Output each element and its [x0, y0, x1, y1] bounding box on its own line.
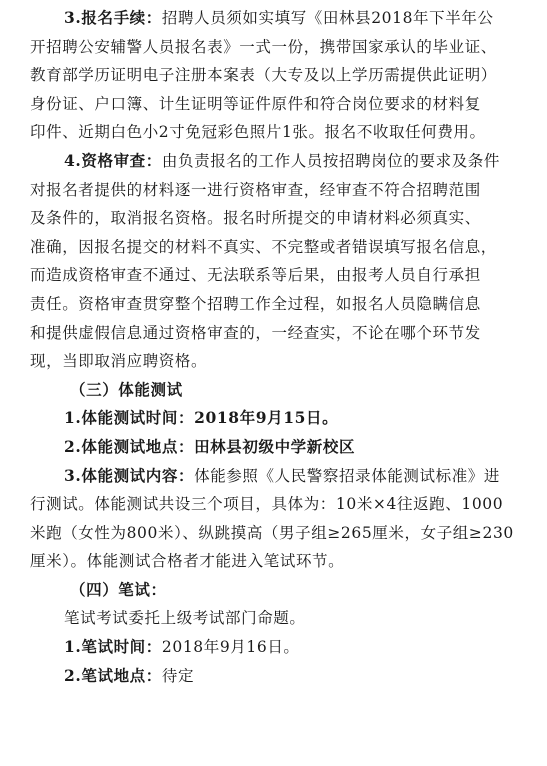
doc-line-heading: （三）体能测试	[70, 379, 183, 399]
doc-line	[30, 319, 527, 348]
doc-line	[30, 347, 527, 376]
doc-line-heading: 2.体能测试地点：田林县初级中学新校区	[64, 436, 356, 456]
doc-line-text: 由负责报名的工作人员按招聘岗位的要求及条件	[161, 151, 500, 170]
doc-line	[30, 4, 527, 33]
doc-line	[30, 176, 527, 205]
doc-line	[30, 662, 527, 691]
doc-line-text: 体能参照《人民警察招录体能测试标准》进	[194, 466, 500, 485]
doc-line-text: 现，当即取消应聘资格。	[30, 352, 208, 371]
doc-line	[30, 147, 527, 176]
doc-line	[30, 547, 527, 576]
doc-line-text: 印件、近期白色小2寸免冠彩色照片1张。报名不收取任何费用。	[30, 123, 486, 142]
doc-line-text: 责任。资格审查贯穿整个招聘工作全过程，如报名人员隐瞒信息	[30, 294, 481, 313]
doc-line-heading: 2.笔试地点：	[64, 665, 162, 685]
doc-line-text: 待定	[161, 666, 195, 685]
doc-line-heading: 1.体能测试时间：2018年9月15日。	[64, 408, 339, 428]
doc-line-text: 而造成资格审查不通过、无法联系等后果，由报考人员自行承担	[30, 266, 481, 285]
doc-line-text: 及条件的，取消报名资格。报名时所提交的申请材料必须真实、	[30, 209, 481, 228]
doc-line	[30, 519, 527, 548]
doc-line	[30, 462, 527, 491]
doc-line	[30, 261, 527, 290]
doc-line-text: 教育部学历证明电子注册本案表（大专及以上学历需提供此证明）	[30, 66, 497, 85]
doc-line-heading: 1.笔试时间：	[64, 637, 162, 657]
doc-line	[30, 633, 527, 662]
doc-line	[30, 204, 527, 233]
doc-line-text: 行测试。体能测试共设三个项目，具体为：10米×4往返跑、1000	[30, 495, 504, 514]
doc-line	[30, 33, 527, 62]
doc-line-text: 身份证、户口簿、计生证明等证件原件和符合岗位要求的材料复	[30, 94, 481, 113]
doc-line	[30, 404, 527, 433]
doc-line	[30, 61, 527, 90]
doc-line-text: 米跑（女性为800米）、纵跳摸高（男子组≥265厘米，女子组≥230	[30, 523, 514, 542]
doc-line-heading: 3.报名手续：	[64, 8, 162, 27]
doc-line	[30, 490, 527, 519]
doc-line-text: 准确，因报名提交的材料不真实、不完整或者错误填写报名信息，	[30, 237, 497, 256]
doc-line	[30, 233, 527, 262]
doc-line-text: 厘米）。体能测试合格者才能进入笔试环节。	[30, 552, 345, 571]
doc-section-heading	[30, 576, 527, 605]
doc-line-text: 笔试考试委托上级考试部门命题。	[64, 609, 306, 628]
doc-line	[30, 604, 527, 633]
doc-line	[30, 90, 527, 119]
doc-line	[30, 433, 527, 462]
doc-line-text: 对报名者提供的材料逐一进行资格审查，经审查不符合招聘范围	[30, 180, 481, 199]
doc-section-heading	[30, 376, 527, 405]
doc-line-text: 开招聘公安辅警人员报名表》一式一份，携带国家承认的毕业证、	[30, 37, 497, 56]
doc-line-heading: 3.体能测试内容：	[64, 465, 195, 485]
doc-line	[30, 118, 527, 147]
doc-line-text: 招聘人员须如实填写《田林县2018年下半年公	[161, 9, 494, 27]
doc-line	[30, 290, 527, 319]
doc-line-heading: 4.资格审查：	[64, 150, 162, 170]
doc-line-text: 和提供虚假信息通过资格审查的，一经查实，不论在哪个环节发	[30, 323, 481, 342]
doc-line-text: 2018年9月16日。	[161, 638, 300, 657]
doc-line-heading: （四）笔试：	[70, 579, 167, 599]
